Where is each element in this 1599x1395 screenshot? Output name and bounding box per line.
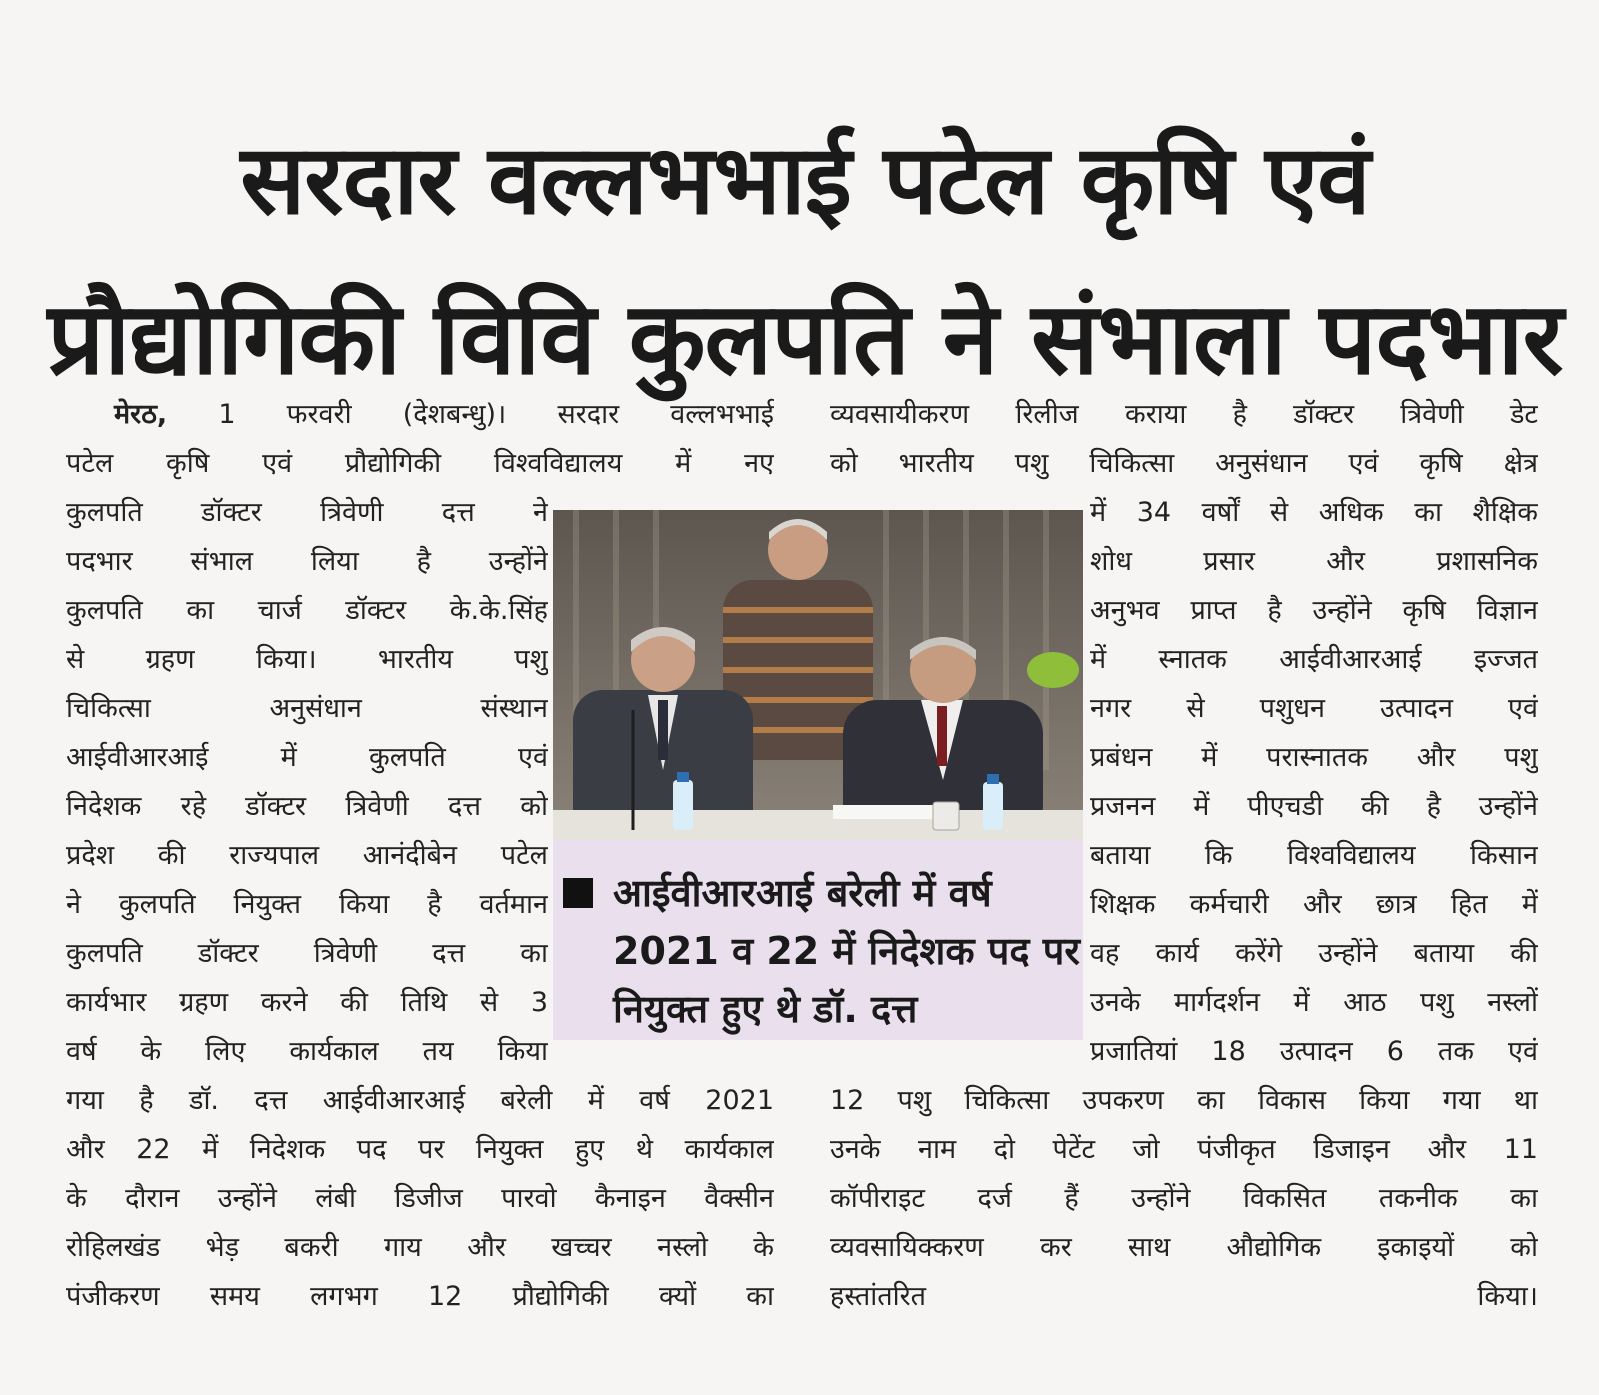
text-line: रोहिलखंड भेड़ बकरी गाय और खच्चर नस्लो के (66, 1232, 774, 1263)
dateline: मेरठ, (114, 399, 168, 430)
text-line: के दौरान उन्होंने लंबी डिजीज पारवो कैनाइन वैक्सीन (66, 1183, 774, 1214)
text-line: कुलपति का चार्ज डॉक्टर के.के.सिंह (66, 595, 548, 626)
text-line: वर्ष के लिए कार्यकाल तय किया (66, 1036, 548, 1067)
text-line: 12 पशु चिकित्सा उपकरण का विकास किया गया था (830, 1085, 1538, 1116)
text-line: कुलपति डॉक्टर त्रिवेणी दत्त का (66, 938, 548, 969)
text-line: को भारतीय पशु चिकित्सा अनुसंधान एवं कृषि क्षेत्र (830, 448, 1538, 479)
text-line: प्रबंधन में परास्नातक और पशु (1090, 742, 1538, 773)
text-line: ने कुलपति नियुक्त किया है वर्तमान (66, 889, 548, 920)
text-line: हस्तांतरित किया। (830, 1281, 1538, 1312)
text-line: और 22 में निदेशक पद पर नियुक्त हुए थे कार्यकाल (66, 1134, 774, 1165)
news-photo (553, 510, 1083, 840)
headline-line-2: प्रौद्योगिकी विवि कुलपति ने संभाला पदभार (47, 280, 1563, 397)
text-line: वह कार्य करेंगे उन्होंने बताया की (1090, 938, 1538, 969)
text-line: पंजीकरण समय लगभग 12 प्रौद्योगिकी क्यों का (66, 1281, 774, 1312)
headline-line-1: सरदार वल्लभभाई पटेल कृषि एवं (240, 124, 1370, 237)
text-line: उनके नाम दो पेटेंट जो पंजीकृत डिजाइन और 11 (830, 1134, 1538, 1165)
lead-text: 1 फरवरी (देशबन्धु)। सरदार वल्लभभाई (167, 399, 774, 430)
col1-line-2: पटेल कृषि एवं प्रौद्योगिकी विश्वविद्यालय में नए (66, 448, 774, 479)
caption-line: 2021 व 22 में निदेशक पद पर (613, 929, 1080, 973)
text-line: कुलपति डॉक्टर त्रिवेणी दत्त ने (66, 497, 548, 528)
text-line: अनुभव प्राप्त है उन्होंने कृषि विज्ञान (1090, 595, 1538, 626)
text-line: गया है डॉ. दत्त आईवीआरआई बरेली में वर्ष 2021 (66, 1085, 774, 1116)
text-line: व्यवसायिक्करण कर साथ औद्योगिक इकाइयों को (830, 1232, 1538, 1263)
text-line: प्रदेश की राज्यपाल आनंदीबेन पटेल (66, 840, 548, 871)
caption-line: नियुक्त हुए थे डॉ. दत्त (613, 987, 918, 1031)
text-line: नगर से पशुधन उत्पादन एवं (1090, 693, 1538, 724)
text-line: चिकित्सा अनुसंधान संस्थान (66, 693, 548, 724)
col1-lead-line (66, 390, 774, 439)
text-line: पदभार संभाल लिया है उन्होंने (66, 546, 548, 577)
text-line: व्यवसायीकरण रिलीज कराया है डॉक्टर त्रिवेणी डेट (830, 399, 1538, 430)
text-line: निदेशक रहे डॉक्टर त्रिवेणी दत्त को (66, 791, 548, 822)
text-line: आईवीआरआई में कुलपति एवं (66, 742, 548, 773)
col1-narrow-block (66, 488, 548, 1076)
text-line: से ग्रहण किया। भारतीय पशु (66, 644, 548, 675)
photo-illustration (553, 510, 1083, 840)
text-line: उनके मार्गदर्शन में आठ पशु नस्लों (1090, 987, 1538, 1018)
col2-narrow-block (1090, 488, 1538, 1076)
text-line: शिक्षक कर्मचारी और छात्र हित में (1090, 889, 1538, 920)
text-line: प्रजनन में पीएचडी की है उन्होंने (1090, 791, 1538, 822)
photo-caption-box (553, 840, 1083, 1040)
col2-top-block (830, 390, 1538, 488)
col1-bottom-block (66, 1076, 774, 1321)
text-line: में स्नातक आईवीआरआई इज्जत (1090, 644, 1538, 675)
text-line: में 34 वर्षों से अधिक का शैक्षिक (1090, 497, 1538, 528)
text-line: कॉपीराइट दर्ज हैं उन्होंने विकसित तकनीक का (830, 1183, 1538, 1214)
caption-bullet-icon (563, 878, 593, 908)
photo-caption (613, 864, 1080, 1038)
text-line: प्रजातियां 18 उत्पादन 6 तक एवं (1090, 1036, 1538, 1067)
text-line: शोध प्रसार और प्रशासनिक (1090, 546, 1538, 577)
text-line: बताया कि विश्वविद्यालय किसान (1090, 840, 1538, 871)
col2-bottom-block (830, 1076, 1538, 1321)
col1-lead (66, 390, 774, 488)
caption-line: आईवीआरआई बरेली में वर्ष (613, 871, 992, 915)
text-line: कार्यभार ग्रहण करने की तिथि से 3 (66, 987, 548, 1018)
